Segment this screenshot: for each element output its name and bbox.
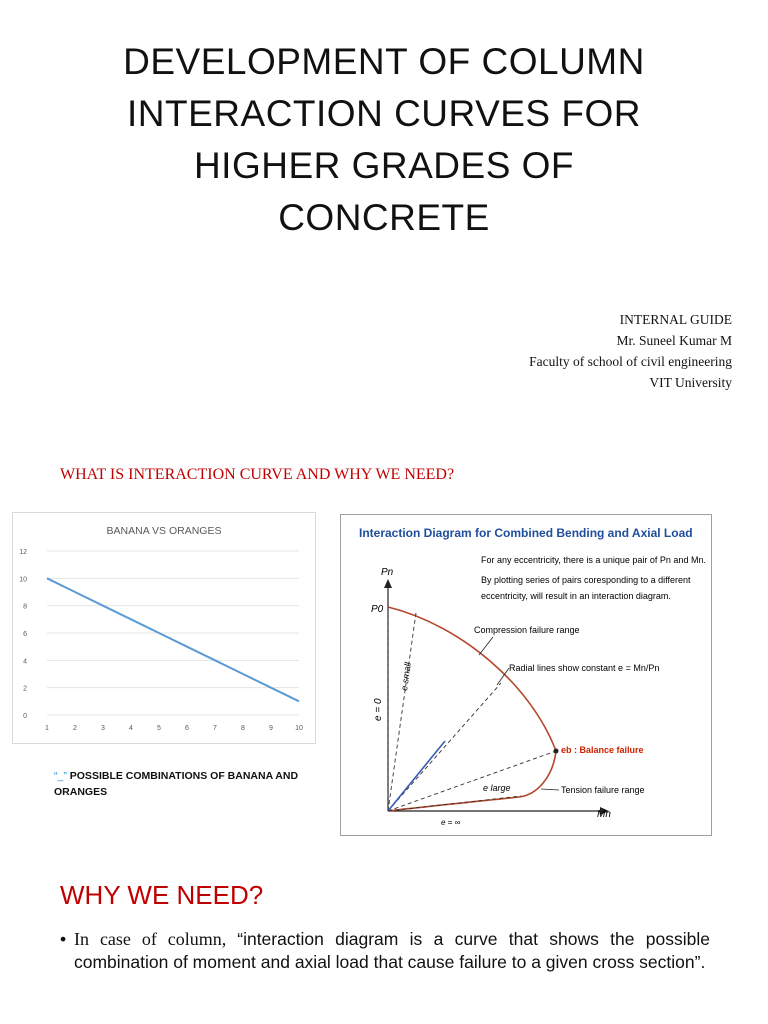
page-title <box>60 36 708 244</box>
title-line: INTERACTION CURVES FOR <box>127 93 641 134</box>
guide-block <box>529 309 732 393</box>
radial-label: Radial lines show constant e = Mn/Pn <box>509 663 660 673</box>
guide-faculty: Faculty of school of civil engineering <box>529 354 732 369</box>
y-tick-label: 0 <box>23 713 27 720</box>
x-tick-label: 6 <box>185 725 189 732</box>
interaction-diagram <box>340 514 712 836</box>
caption-mark: “_” <box>54 770 67 782</box>
guide-role: INTERNAL GUIDE <box>619 312 732 327</box>
chart-caption <box>54 768 304 800</box>
y-tick-label: 4 <box>23 658 27 666</box>
x-tick-label: 5 <box>157 725 161 732</box>
e-inf-label: e = ∞ <box>441 818 461 827</box>
title-line: CONCRETE <box>278 197 490 238</box>
diagram-note-2: By plotting series of pairs coresponding to a different <box>481 575 691 585</box>
diagram-note-1: For any eccentricity, there is a unique pair of Pn and Mn. <box>481 555 706 565</box>
y-tick-label: 12 <box>19 549 27 556</box>
y-tick-label: 2 <box>23 685 27 693</box>
caption-text: POSSIBLE COMBINATIONS OF BANANA AND ORANGES <box>54 770 299 798</box>
guide-name: Mr. Suneel Kumar M <box>616 333 732 348</box>
balance-label: eb : Balance failure <box>561 745 644 755</box>
line-chart-svg <box>13 513 315 743</box>
tension-label: Tension failure range <box>561 785 645 795</box>
x-tick-label: 1 <box>45 725 49 732</box>
bullet-text <box>74 928 710 974</box>
y-tick-label: 6 <box>23 631 27 638</box>
x-tick-label: 9 <box>269 725 273 732</box>
series-line <box>47 578 299 701</box>
x-tick-label: 2 <box>73 725 77 732</box>
x-tick-label: 8 <box>241 725 245 732</box>
balance-point <box>554 749 559 754</box>
chart-title: BANANA VS ORANGES <box>106 525 222 537</box>
e-small-label: e small <box>399 661 413 692</box>
title-line: HIGHER GRADES OF <box>193 145 575 186</box>
x-tick-label: 10 <box>295 725 303 732</box>
x-axis-label: Mn <box>597 809 611 820</box>
compression-label: Compression failure range <box>474 625 580 635</box>
e-zero-label: e = 0 <box>373 698 384 721</box>
e-large-label: e large <box>483 783 511 793</box>
bullet-lead: In case of column, <box>74 929 238 949</box>
y-tick-label: 10 <box>19 576 27 584</box>
x-tick-label: 3 <box>101 725 105 732</box>
p0-label: P0 <box>371 604 384 615</box>
y-axis-arrow <box>384 579 392 588</box>
bullet-dot: • <box>60 929 67 949</box>
x-tick-label: 7 <box>213 725 217 732</box>
tension-pointer <box>541 789 559 790</box>
question-heading: WHAT IS INTERACTION CURVE AND WHY WE NEED? <box>60 466 455 483</box>
x-tick-label: 4 <box>129 725 133 732</box>
guide-university: VIT University <box>649 375 732 390</box>
diagram-title: Interaction Diagram for Combined Bending and Axial Load <box>359 526 693 540</box>
definition-bullet <box>60 928 710 974</box>
bullet-body: “interaction diagram is a curve that shows the possible combination of moment and axial load that cause failure to a given cross section”. <box>74 929 711 972</box>
why-heading: WHY WE NEED? <box>60 880 264 910</box>
line-chart <box>12 512 316 744</box>
title-line: DEVELOPMENT OF COLUMN <box>123 41 645 82</box>
y-tick-label: 8 <box>23 603 27 611</box>
compression-pointer <box>479 637 493 655</box>
y-axis-label: Pn <box>381 567 394 578</box>
interaction-diagram-svg <box>341 515 711 835</box>
diagram-note-3: eccentricity, will result in an interaction diagram. <box>481 591 671 601</box>
